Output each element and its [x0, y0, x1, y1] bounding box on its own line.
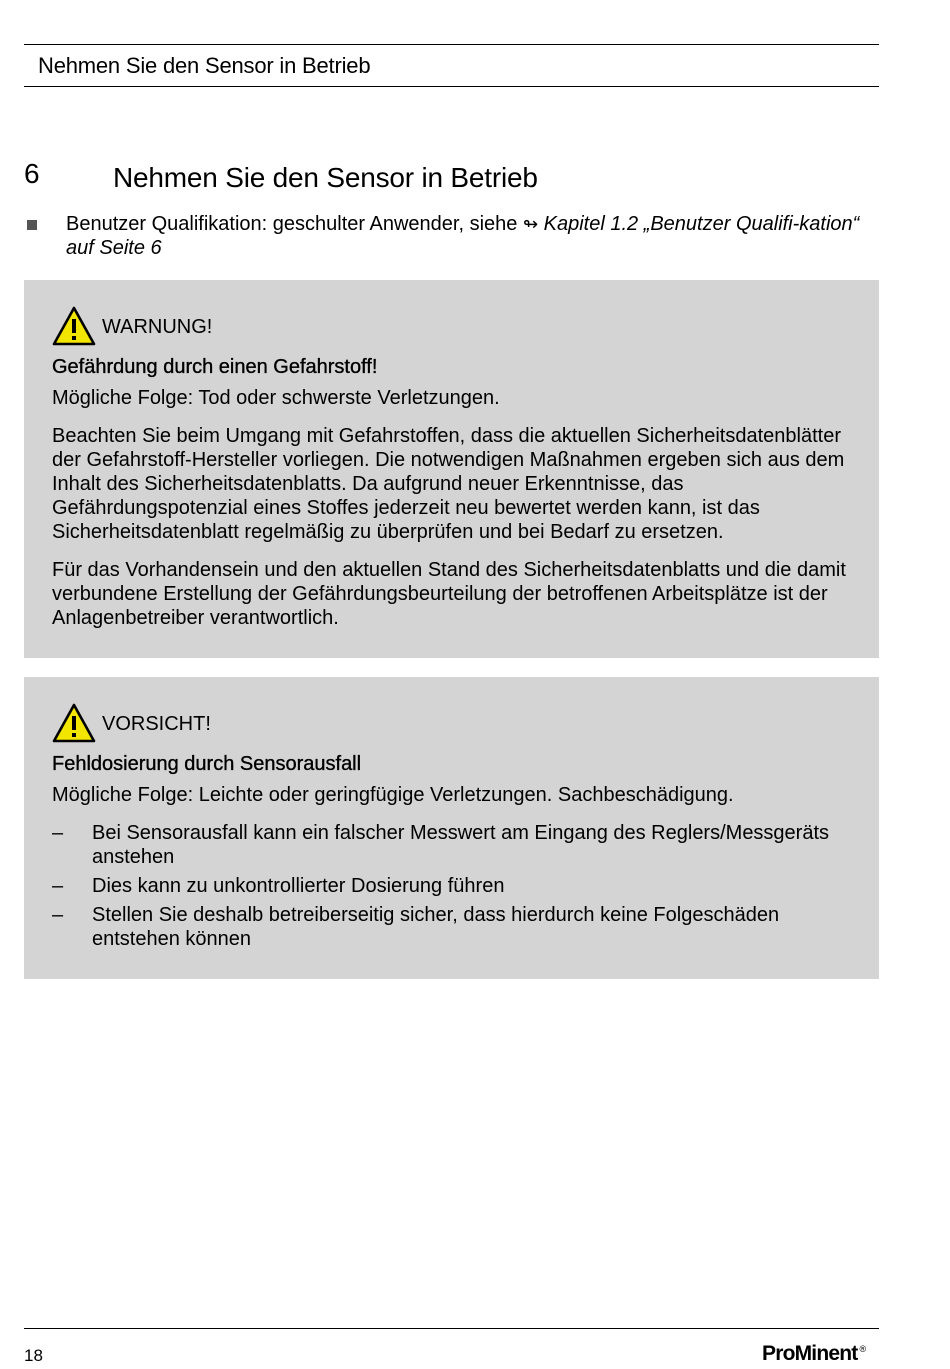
warning-triangle-icon: [52, 306, 96, 346]
list-item-text: Dies kann zu unkontrollierter Dosierung führen: [92, 875, 505, 897]
dash-bullet: –: [52, 822, 64, 844]
warning-paragraph-2: Für das Vorhandensein und den aktuellen Stand des Sicherheitsdatenblatts und die damit verbundene Erstellung der Gefährdungsbeurteilung der betroffenen Arbeitsplätze ist der Anlagenbetreiber verantwortlich.: [52, 559, 846, 629]
footer-divider: [24, 1328, 879, 1329]
warning-hazard: Gefährdung durch einen Gefahrstoff!: [52, 356, 378, 378]
chapter-reference-text: Kapitel 1.2 „Benutzer Qualifi-kation“ auf Seite 6: [66, 213, 860, 259]
warning-box: [24, 280, 879, 658]
running-header-title: Nehmen Sie den Sensor in Betrieb: [38, 53, 371, 78]
list-item: [52, 903, 862, 951]
warning-signal-word: WARNUNG!: [102, 316, 213, 338]
qualification-label: Benutzer Qualifikation: geschulter Anwender, siehe: [66, 213, 518, 235]
dash-bullet: –: [52, 875, 64, 897]
qualification-text: [66, 212, 871, 260]
caution-signal-word: VORSICHT!: [102, 713, 211, 735]
reference-arrow-icon: ↬: [522, 214, 539, 234]
registered-mark: ®: [859, 1344, 867, 1354]
caution-box: [24, 677, 879, 979]
list-item-text: Bei Sensorausfall kann ein falscher Messwert am Eingang des Reglers/Messgeräts anstehen: [92, 822, 830, 868]
brand-name: ProMinent: [762, 1342, 858, 1365]
warning-paragraph-1: Beachten Sie beim Umgang mit Gefahrstoffen, dass die aktuellen Sicherheitsdatenblätter der Gefahrstoff-Hersteller vorliegen. Die notwendigen Maßnahmen ergeben sich aus dem Inhalt des Sicherheitsdatenblatts. Da aufgrund neuer Erkenntnisse, das Gefährdungspotenzial eines Stoffes jederzeit neu bewertet werden kann, ist das Sicherheitsdatenblatt regelmäßig zu überprüfen und bei Bedarf zu ersetzen.: [52, 425, 845, 543]
chapter-number: 6: [24, 158, 40, 189]
warning-content: [52, 355, 862, 630]
warning-triangle-icon: [52, 703, 96, 743]
warning-consequence: Mögliche Folge: Tod oder schwerste Verletzungen.: [52, 387, 500, 409]
caution-content: [52, 752, 862, 956]
caution-hazard: Fehldosierung durch Sensorausfall: [52, 753, 362, 775]
list-item: [52, 821, 862, 869]
caution-consequence: Mögliche Folge: Leichte oder geringfügige Verletzungen. Sachbeschädigung.: [52, 784, 734, 806]
dash-bullet: –: [52, 904, 64, 926]
list-item-text: Stellen Sie deshalb betreiberseitig sicher, dass hierdurch keine Folgeschäden entstehen können: [92, 904, 780, 950]
list-item: [52, 874, 862, 898]
square-bullet-icon: [27, 220, 37, 230]
prominent-logo: [762, 1342, 866, 1366]
running-header: [24, 44, 879, 87]
chapter-title: Nehmen Sie den Sensor in Betrieb: [113, 162, 538, 193]
page-number: 18: [24, 1346, 43, 1365]
caution-list: [52, 821, 862, 951]
